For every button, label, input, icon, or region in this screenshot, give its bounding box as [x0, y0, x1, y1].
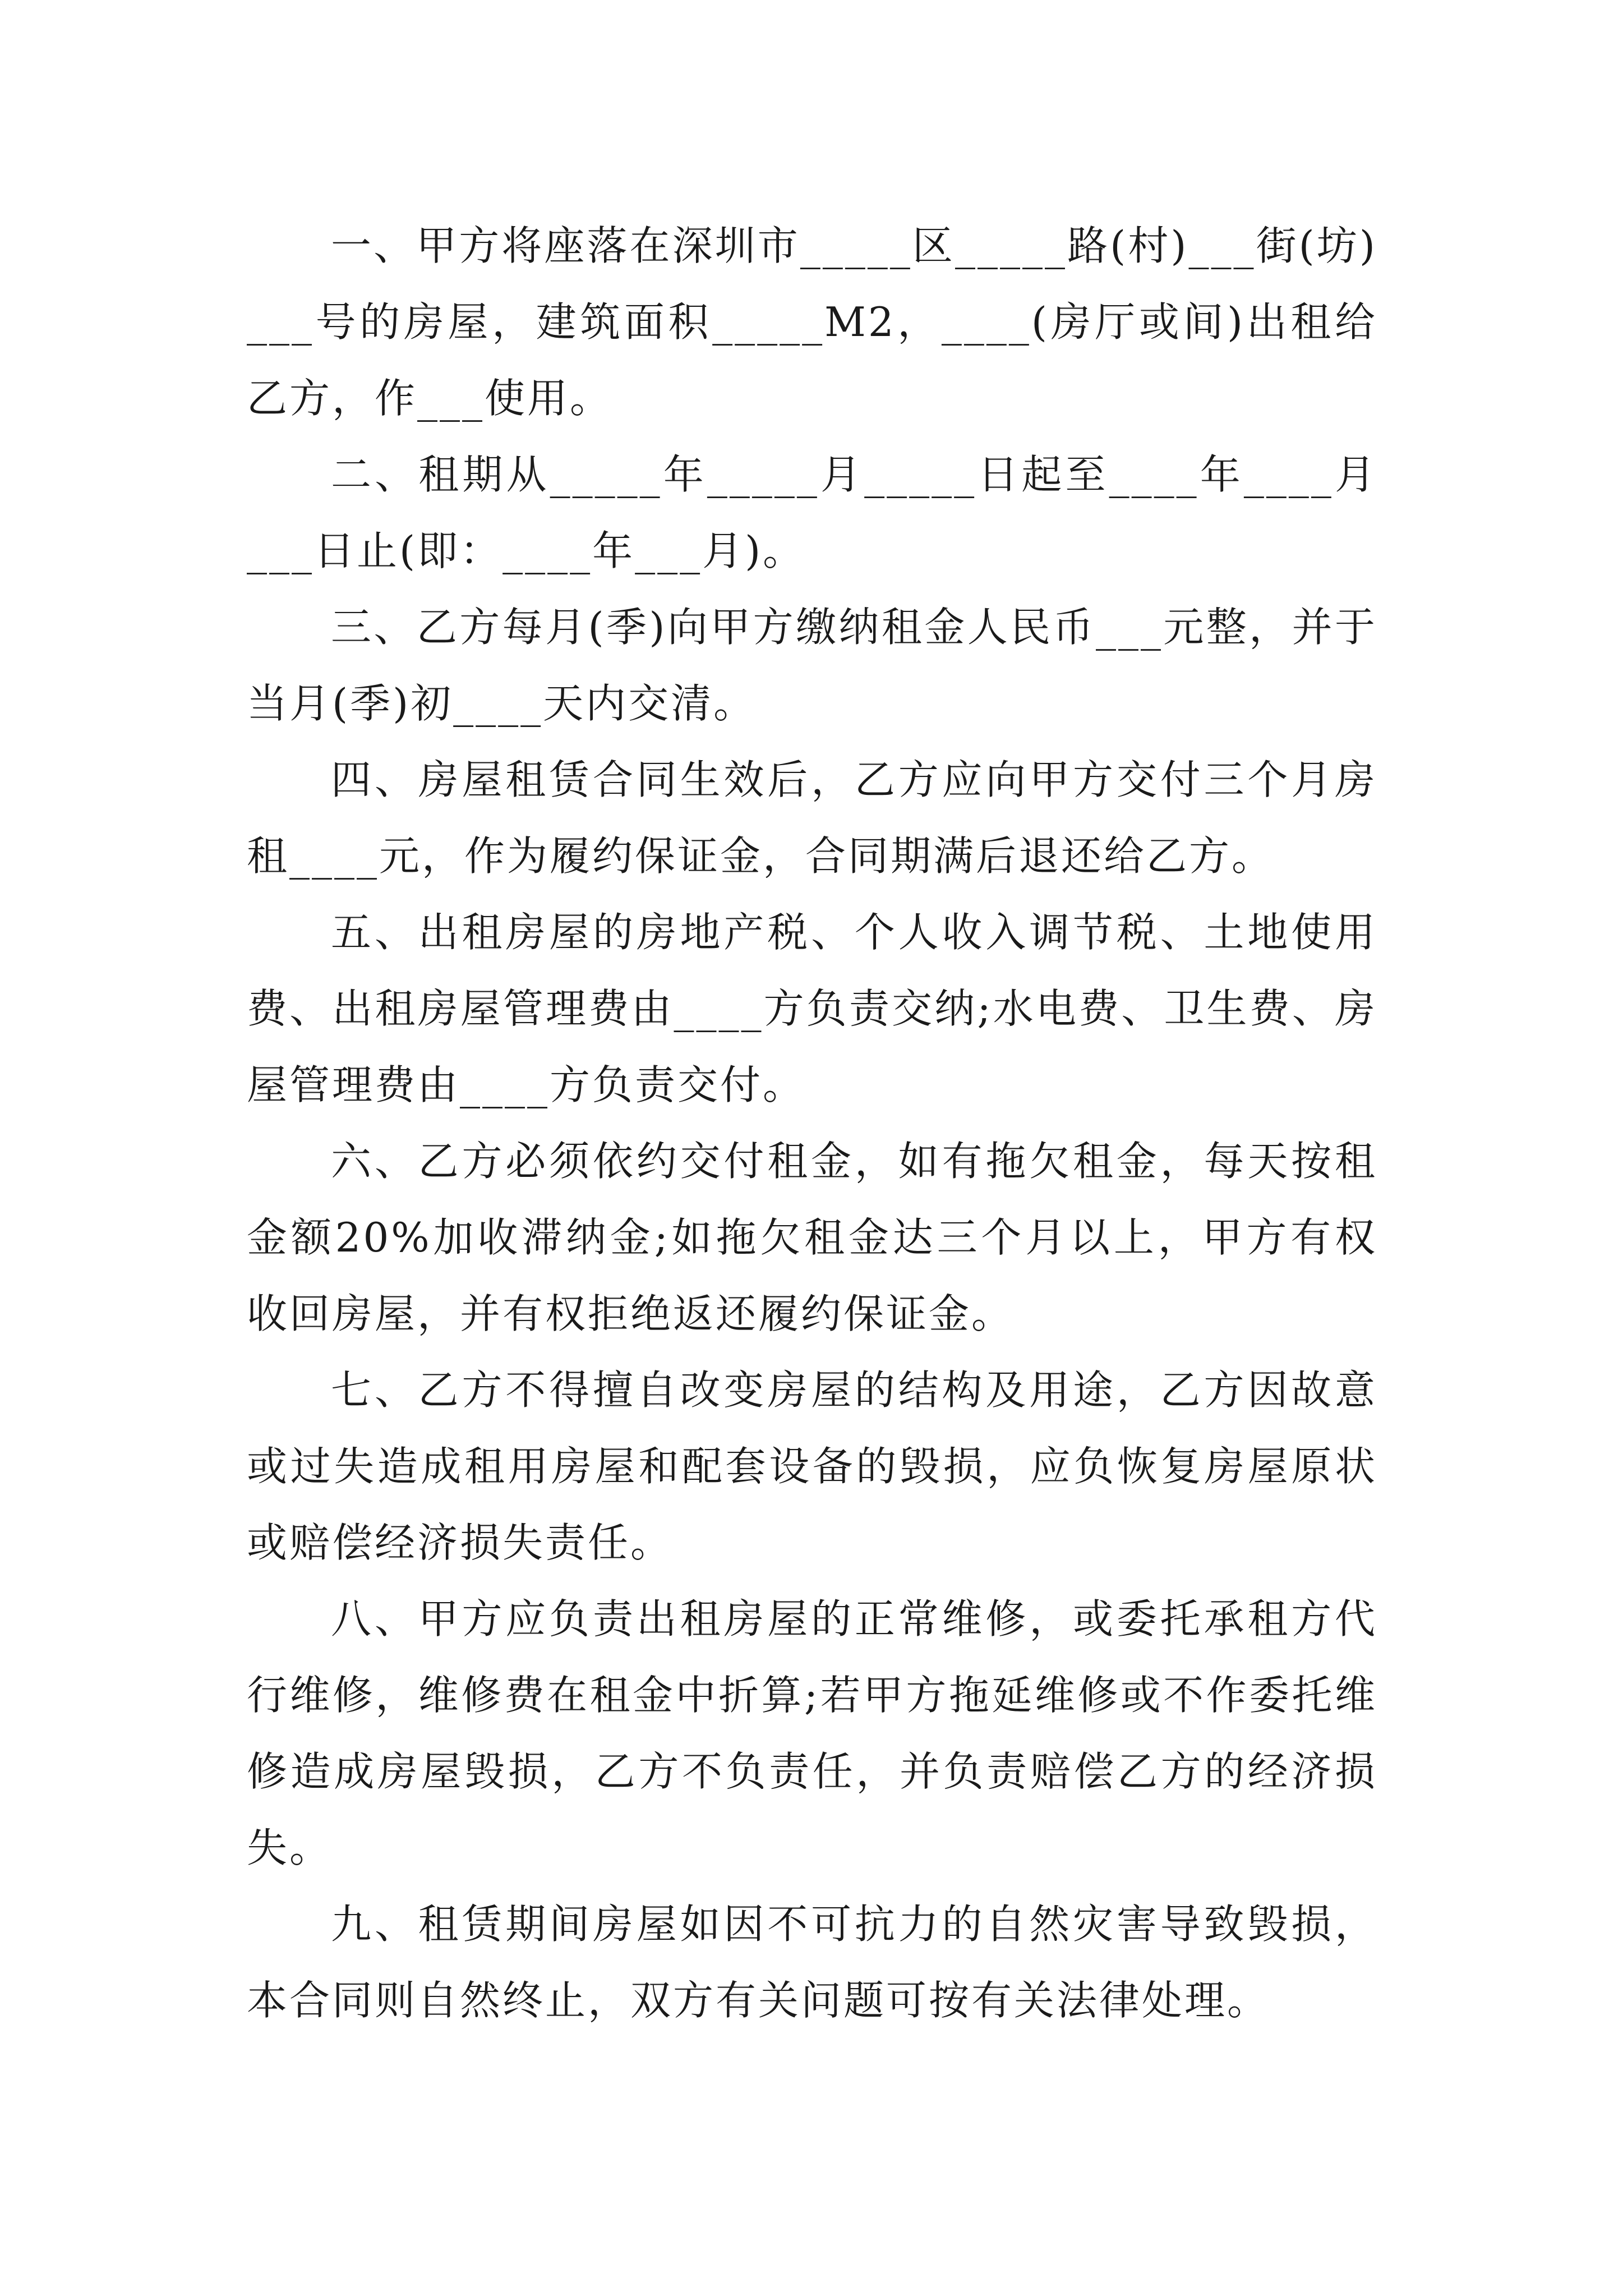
clause-9: 九、租赁期间房屋如因不可抗力的自然灾害导致毁损，本合同则自然终止，双方有关问题可按有关法律处理。: [247, 1901, 1377, 2024]
clause-1: 一、甲方将座落在深圳市_____区_____路(村)___街(坊)___号的房屋，建筑面积_____M2，____(房厅或间)出租给乙方，作___使用。: [247, 222, 1377, 422]
clause-8: 八、甲方应负责出租房屋的正常维修，或委托承租方代行维修，维修费在租金中折算;若甲方拖延维修或不作委托维修造成房屋毁损，乙方不负责任，并负责赔偿乙方的经济损失。: [247, 1595, 1377, 1871]
clause-3: 三、乙方每月(季)向甲方缴纳租金人民币___元整，并于当月(季)初____天内交清。: [247, 604, 1377, 727]
contract-body: [247, 208, 1377, 2039]
clause-7: 七、乙方不得擅自改变房屋的结构及用途，乙方因故意或过失造成租用房屋和配套设备的毁损，应负恢复房屋原状或赔偿经济损失责任。: [247, 1366, 1377, 1566]
clause-2: 二、租期从_____年_____月_____日起至____年____月___日止(即：____年___月)。: [247, 451, 1377, 574]
clause-6: 六、乙方必须依约交付租金，如有拖欠租金，每天按租金额20%加收滞纳金;如拖欠租金达三个月以上，甲方有权收回房屋，并有权拒绝返还履约保证金。: [247, 1138, 1377, 1337]
clause-4: 四、房屋租赁合同生效后，乙方应向甲方交付三个月房租____元，作为履约保证金，合同期满后退还给乙方。: [247, 756, 1377, 880]
clause-5: 五、出租房屋的房地产税、个人收入调节税、土地使用费、出租房屋管理费由____方负责交纳;水电费、卫生费、房屋管理费由____方负责交付。: [247, 909, 1377, 1108]
